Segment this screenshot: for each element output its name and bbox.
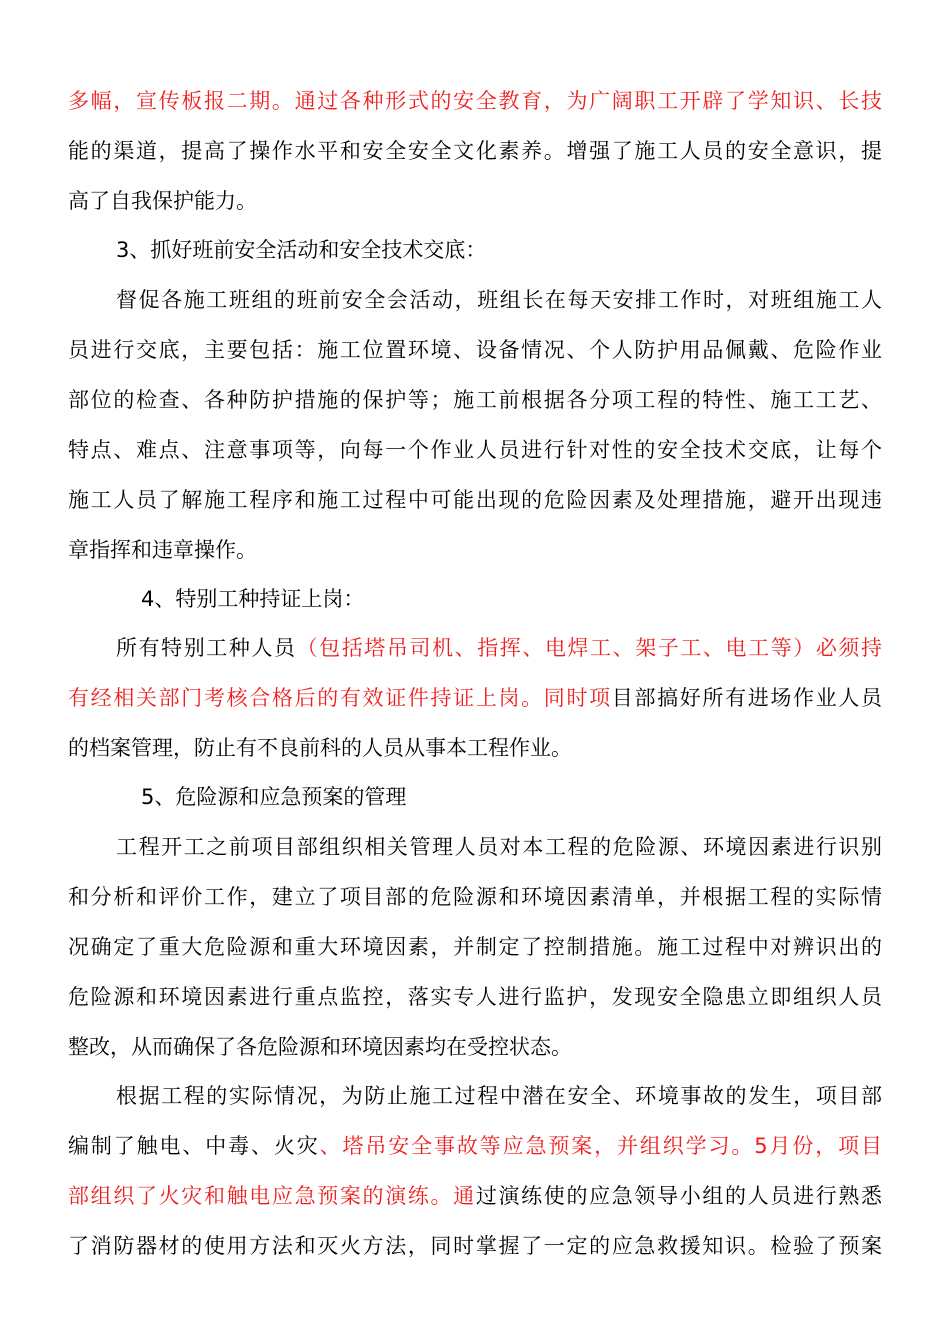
text-segment: 和分析和评价工作，建立了项目部的危险源和环境因素清单，并根据工程的实际情 [68,885,882,909]
text-segment: 高了自我保护能力。 [68,189,257,213]
paragraph-line [68,1128,882,1164]
text-segment: 3、抓好班前安全活动和安全技术交底： [116,238,487,262]
paragraph-line [68,432,882,468]
text-segment: 5、危险源和应急预案的管理 [141,785,407,809]
text-segment: 危险源和环境因素进行重点监控，落实专人进行监护，发现安全隐患立即组织人员 [68,985,882,1009]
text-segment: 编制了触电、中毒、火灾 [68,1134,320,1158]
text-segment: 能的渠道，提高了操作水平和安全安全文化素养。增强了施工人员的安全意识，提 [68,139,882,163]
paragraph-line [116,282,882,318]
section-heading [116,232,882,268]
paragraph-line [116,829,882,865]
paragraph-line [68,133,882,169]
paragraph-line [68,1228,882,1264]
highlighted-text: 有经相关部门考核合格后的有效证件持证上岗。同时项 [68,686,612,710]
text-segment: 员进行交底，主要包括：施工位置环境、设备情况、个人防护用品佩戴、危险作业 [68,338,882,362]
paragraph-line [68,929,882,965]
highlighted-text: 部组织了火灾和触电应急预案的演练。通 [68,1184,476,1208]
highlighted-text: 、塔吊安全事故等应急预案，并组织学习。5月份，项目 [319,1134,882,1158]
section-heading [141,581,882,617]
text-segment: 督促各施工班组的班前安全会活动，班组长在每天安排工作时，对班组施工人 [116,288,882,312]
paragraph-line [68,1029,882,1065]
text-segment: 了消防器材的使用方法和灭火方法，同时掌握了一定的应急救援知识。检验了预案 [68,1234,882,1258]
paragraph-line [68,332,882,368]
paragraph-line [68,680,882,716]
text-segment: 根据工程的实际情况，为防止施工过程中潜在安全、环境事故的发生，项目部 [116,1084,882,1108]
paragraph-line [68,879,882,915]
paragraph-line [68,979,882,1015]
paragraph-line [68,382,882,418]
text-segment: 的档案管理，防止有不良前科的人员从事本工程作业。 [68,736,572,760]
text-segment: 目部搞好所有进场作业人员 [611,686,882,710]
text-segment: 施工人员了解施工程序和施工过程中可能出现的危险因素及处理措施，避开出现违 [68,488,882,512]
paragraph-line [68,730,882,766]
paragraph-line [116,630,882,666]
text-segment: 章指挥和违章操作。 [68,538,257,562]
text-segment: 4、特别工种持证上岗： [141,587,365,611]
paragraph-line [68,1178,882,1214]
text-segment: 特点、难点、注意事项等，向每一个作业人员进行针对性的安全技术交底，让每个 [68,438,882,462]
paragraph-line [68,83,882,119]
paragraph-line [68,532,882,568]
highlighted-text: （包括塔吊司机、指挥、电焊工、架子工、电工等）必须持 [296,636,882,660]
paragraph-line [68,482,882,518]
text-segment: 所有特别工种人员 [116,636,297,660]
paragraph-line [68,183,882,219]
text-segment: 部位的检查、各种防护措施的保护等；施工前根据各分项工程的特性、施工工艺、 [68,388,882,412]
paragraph-line [116,1078,882,1114]
section-heading [141,779,882,815]
text-segment: 工程开工之前项目部组织相关管理人员对本工程的危险源、环境因素进行识别 [116,835,882,859]
text-segment: 整改，从而确保了各危险源和环境因素均在受控状态。 [68,1035,572,1059]
highlighted-text: 多幅，宣传板报二期。通过各种形式的安全教育，为广阔职工开辟了学知识、长技 [68,89,882,113]
text-segment: 过演练使的应急领导小组的人员进行熟悉 [475,1184,882,1208]
text-segment: 况确定了重大危险源和重大环境因素，并制定了控制措施。施工过程中对辨识出的 [68,935,882,959]
